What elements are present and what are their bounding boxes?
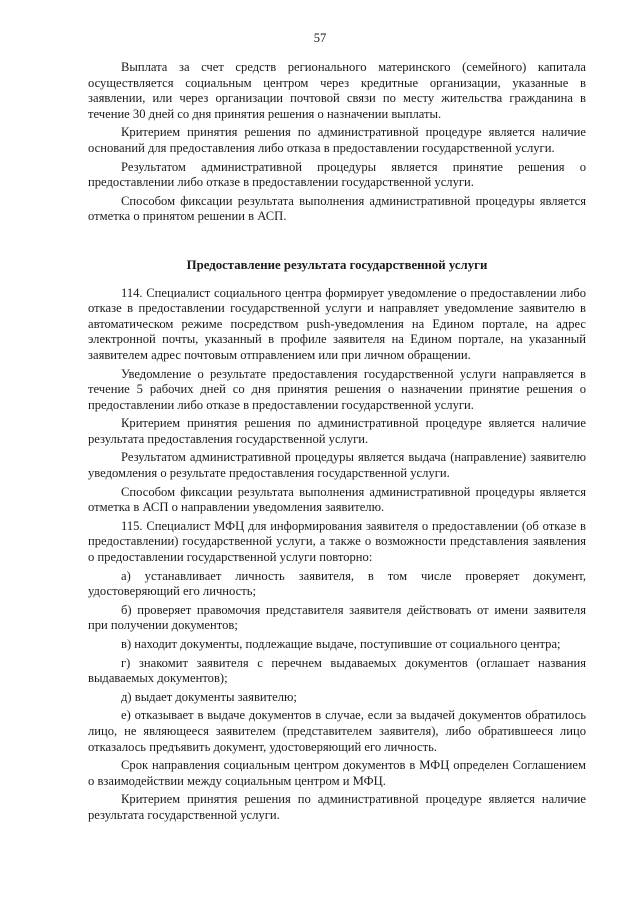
paragraph: 115. Специалист МФЦ для информирования заявителя о предоставлении (об отказе в предоставлении) государственной услуги, а также о возможности представления заявления о предоставлении государственной услуги повторно: (88, 518, 586, 565)
list-item: в) находит документы, подлежащие выдаче, поступившие от социального центра; (121, 637, 561, 651)
paragraph: Критерием принятия решения по административной процедуре является наличие результата государственной услуги. (88, 792, 586, 822)
document-body (88, 60, 586, 824)
paragraph: Способом фиксации результата выполнения административной процедуры является отметка в АСП о направлении уведомления заявителю. (88, 484, 586, 515)
paragraph: Результатом административной процедуры является выдача (направление) заявителю уведомления о результате предоставления государственной услуги. (88, 450, 586, 481)
paragraph: Срок направления социальным центром документов в МФЦ определен Соглашением о взаимодействии между социальным центром и МФЦ. (88, 758, 586, 788)
list-item: е) отказывает в выдаче документов в случае, если за выдачей документов обратилось лицо, не являющееся заявителем (представителем заявителя), либо обратившееся лицо отказалось предъявить документ, удостоверяющий его личность. (88, 708, 586, 754)
list-item: д) выдает документы заявителю; (121, 689, 297, 704)
list-item: б) проверяет правомочия представителя заявителя действовать от имени заявителя при получении документов; (88, 602, 586, 633)
list-item: а) устанавливает личность заявителя, в том числе проверяет документ, удостоверяющий его личность; (88, 568, 586, 599)
paragraph: Критерием принятия решения по административной процедуре является наличие оснований для предоставления либо отказа в предоставлении государственной услуги. (88, 125, 586, 155)
list-item: г) знакомит заявителя с перечнем выдаваемых документов (оглашает названия выдаваемых документов); (88, 655, 586, 686)
page-number: 57 (313, 31, 327, 45)
paragraph: Уведомление о результате предоставления государственной услуги направляется в течение 5 рабочих дней со дня принятия решения о назначении принятие решения о предоставлении либо отказе в предоставлении государственной услуги. (88, 366, 586, 412)
paragraph: 114. Специалист социального центра формирует уведомление о предоставлении либо отказе в предоставлении государственной услуги и направляет уведомление заявителю в автоматическом режиме посредством push-уведомления на Едином портале, на адрес электронной почты, указанный в профиле заявителя на Едином портале, на указанный заявителем адрес почтовым отправлением или при личном обращении. (88, 285, 586, 362)
paragraph: Критерием принятия решения по административной процедуре является наличие результата предоставления государственной услуги. (88, 416, 586, 446)
paragraph: Выплата за счет средств регионального материнского (семейного) капитала осуществляется социальным центром через кредитные организации, указанные в заявлении, или через организации почтовой связи по месту жительства гражданина в течение 30 дней со дня принятия решения о назначении выплаты. (88, 60, 586, 121)
section-heading: Предоставление результата государственной услуги (186, 257, 488, 272)
paragraph: Результатом административной процедуры является принятие решения о предоставлении либо отказе в предоставлении государственной услуги. (88, 159, 586, 190)
paragraph: Способом фиксации результата выполнения административной процедуры является отметка о принятом решении в АСП. (88, 193, 586, 224)
